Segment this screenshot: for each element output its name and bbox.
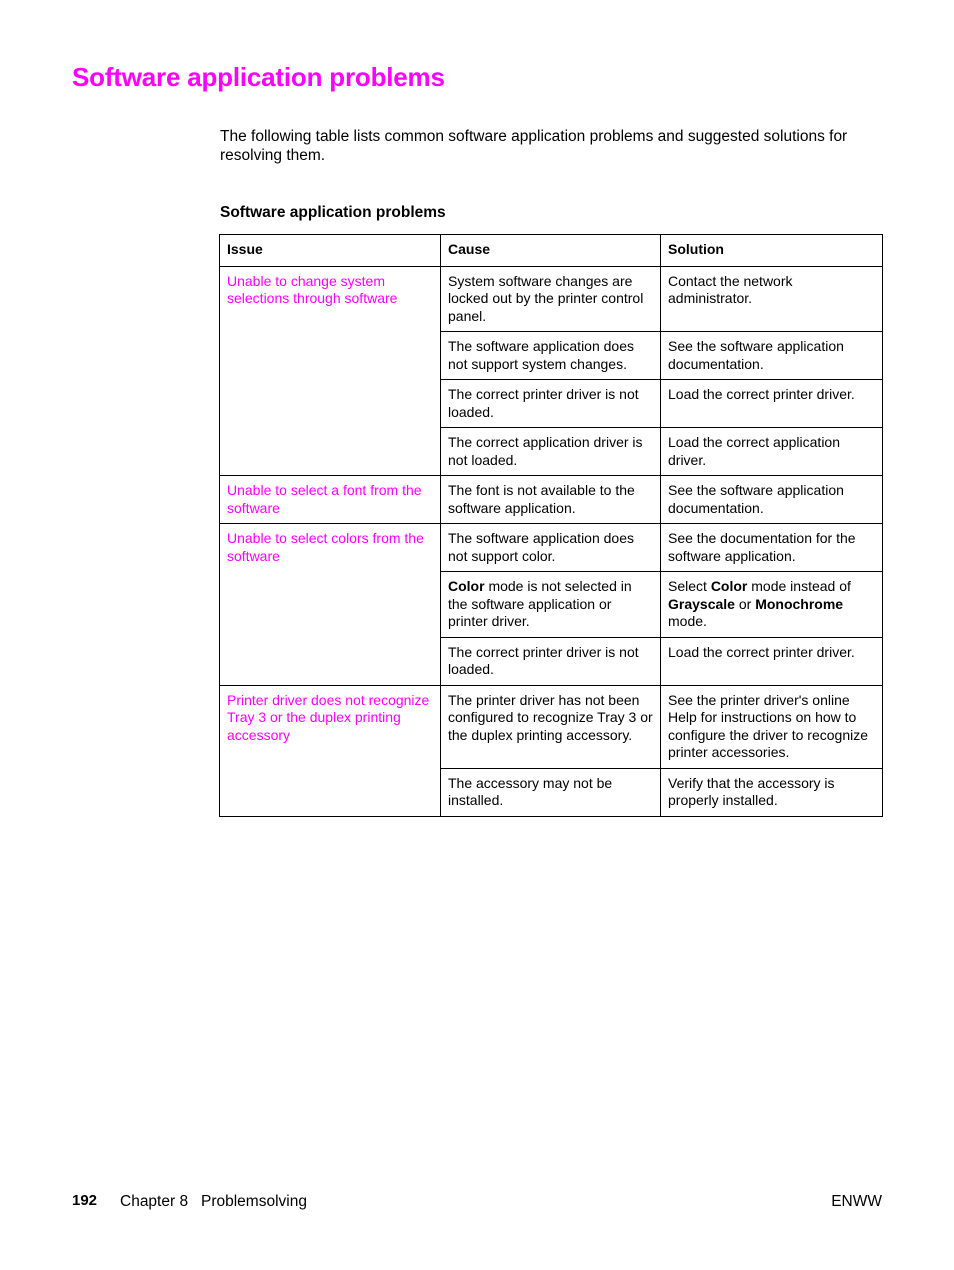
cause-text: mode is not selected in the software application or printer driver. xyxy=(448,578,632,629)
cause-cell: The correct printer driver is not loaded. xyxy=(441,637,661,685)
footer-enww: ENWW xyxy=(831,1193,882,1210)
cause-bold-term: Color xyxy=(448,578,485,594)
table-header-row xyxy=(220,235,883,267)
table-row xyxy=(220,476,883,524)
header-solution: Solution xyxy=(661,235,883,267)
solution-cell: See the software application documentation. xyxy=(661,476,883,524)
solution-cell: Load the correct printer driver. xyxy=(661,380,883,428)
solution-cell: See the software application documentation. xyxy=(661,332,883,380)
header-issue: Issue xyxy=(220,235,441,267)
footer-chapter: Chapter 8 Problemsolving xyxy=(120,1193,307,1210)
table-title: Software application problems xyxy=(220,204,446,221)
cause-cell: The printer driver has not been configured to recognize Tray 3 or the duplex printing accessory. xyxy=(441,685,661,768)
solution-cell: Contact the network administrator. xyxy=(661,266,883,332)
solution-cell: Verify that the accessory is properly installed. xyxy=(661,768,883,816)
solution-text: mode instead of xyxy=(747,578,851,594)
solution-bold-term: Monochrome xyxy=(755,595,844,612)
issue-link[interactable]: Unable to select colors from the software xyxy=(220,524,441,686)
page-title: Software application problems xyxy=(72,62,445,92)
cause-cell xyxy=(441,572,661,638)
table-row xyxy=(220,266,883,332)
solution-cell: Load the correct application driver. xyxy=(661,428,883,476)
issue-link[interactable]: Unable to change system selections through software xyxy=(220,266,441,476)
solution-cell: Load the correct printer driver. xyxy=(661,637,883,685)
cause-cell: The font is not available to the software application. xyxy=(441,476,661,524)
table-row xyxy=(220,685,883,768)
cause-cell: The software application does not support color. xyxy=(441,524,661,572)
solution-text: mode. xyxy=(668,613,707,629)
header-cause: Cause xyxy=(441,235,661,267)
cause-cell: The accessory may not be installed. xyxy=(441,768,661,816)
solution-text: or xyxy=(734,595,756,612)
solution-cell xyxy=(661,572,883,638)
intro-paragraph: The following table lists common software application problems and suggested solutions for resolving them. xyxy=(220,128,848,164)
footer-page-number: 192 xyxy=(72,1192,98,1209)
solution-cell: See the printer driver's online Help for instructions on how to configure the driver to recognize printer accessories. xyxy=(661,685,883,768)
cause-cell: System software changes are locked out by the printer control panel. xyxy=(441,266,661,332)
solution-text: Select xyxy=(668,578,711,594)
solution-cell: See the documentation for the software application. xyxy=(661,524,883,572)
table-row xyxy=(220,524,883,572)
cause-cell: The correct application driver is not loaded. xyxy=(441,428,661,476)
cause-cell: The correct printer driver is not loaded. xyxy=(441,380,661,428)
solution-bold-term: Grayscale xyxy=(668,595,735,612)
solution-bold-term: Color xyxy=(710,578,748,594)
issue-link[interactable]: Printer driver does not recognize Tray 3 or the duplex printing accessory xyxy=(220,685,441,816)
cause-cell: The software application does not support system changes. xyxy=(441,332,661,380)
issue-link[interactable]: Unable to select a font from the software xyxy=(220,476,441,524)
problems-table xyxy=(219,234,883,817)
